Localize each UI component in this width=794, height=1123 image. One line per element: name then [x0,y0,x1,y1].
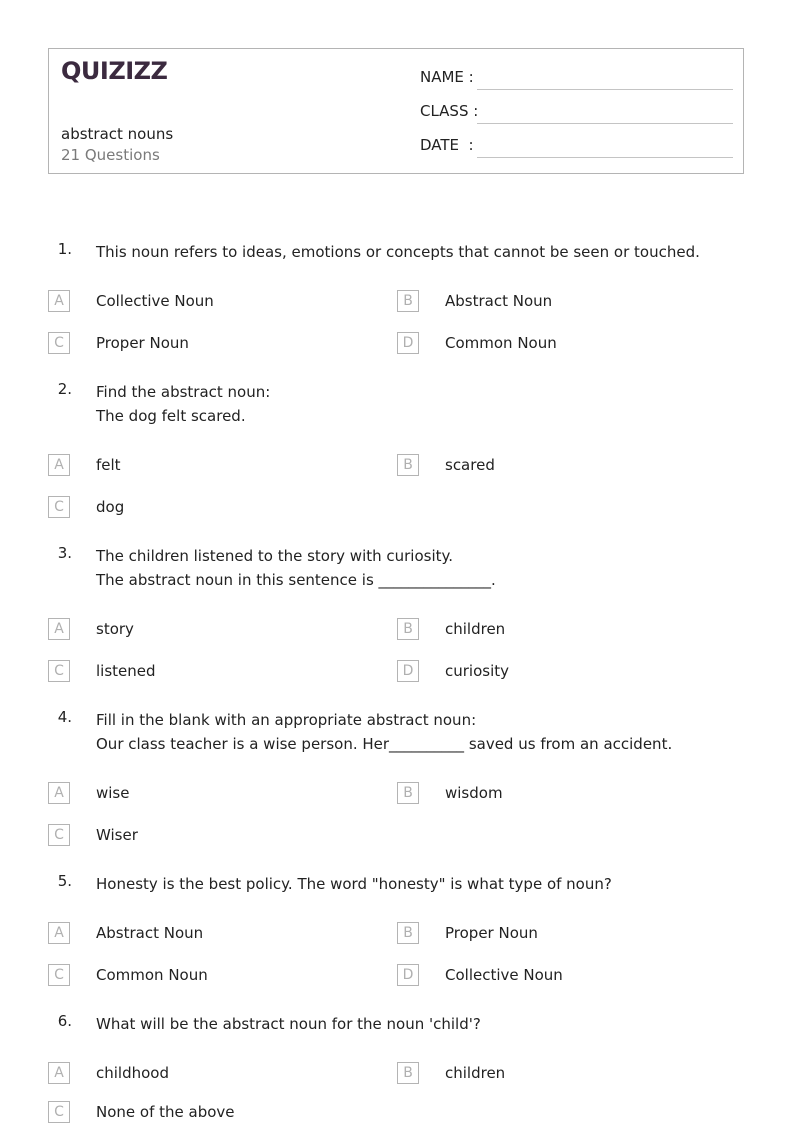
option-letter-box: C [48,660,70,682]
option-letter-box: B [397,1062,419,1084]
option-letter-box: A [48,290,70,312]
option-text: Abstract Noun [96,924,204,942]
date-line [477,157,733,158]
option-letter-box: A [48,922,70,944]
option-text: scared [445,456,495,474]
question-text: Find the abstract noun: [96,383,271,401]
quizizz-logo: QUIZIZZ [61,57,168,85]
option-text: None of the above [96,1103,235,1121]
option-letter-box: A [48,618,70,640]
question-text: Fill in the blank with an appropriate abstract noun: [96,711,477,729]
option-letter-box: B [397,290,419,312]
option-text: Wiser [96,826,138,844]
option-letter-box: D [397,660,419,682]
option-letter-box: B [397,782,419,804]
option-text: Proper Noun [445,924,538,942]
option-letter-box: D [397,964,419,986]
option-letter-box: B [397,922,419,944]
option-text: felt [96,456,121,474]
option-text: Common Noun [445,334,557,352]
name-line [477,89,733,90]
option-letter-box: B [397,454,419,476]
option-letter-box: C [48,1101,70,1123]
question-count: 21 Questions [61,146,160,164]
option-letter-box: A [48,454,70,476]
option-letter-box: C [48,332,70,354]
class-label: CLASS : [420,102,479,120]
option-letter-box: D [397,332,419,354]
option-letter-box: C [48,824,70,846]
question-number: 6. [57,1012,72,1030]
name-label: NAME : [420,68,474,86]
option-text: Collective Noun [445,966,563,984]
question-text: What will be the abstract noun for the noun 'child'? [96,1015,481,1033]
option-text: wise [96,784,130,802]
date-label: DATE : [420,136,474,154]
worksheet-title: abstract nouns [61,125,174,143]
question-number: 1. [57,240,72,258]
option-text: Collective Noun [96,292,214,310]
option-text: listened [96,662,156,680]
question-number: 4. [57,708,72,726]
question-number: 5. [57,872,72,890]
class-line [477,123,733,124]
option-text: wisdom [445,784,503,802]
option-letter-box: C [48,496,70,518]
option-letter-box: A [48,782,70,804]
option-text: childhood [96,1064,169,1082]
question-number: 3. [57,544,72,562]
question-number: 2. [57,380,72,398]
question-text: Our class teacher is a wise person. Her__________ saved us from an accident. [96,735,673,753]
option-text: curiosity [445,662,510,680]
question-text: This noun refers to ideas, emotions or concepts that cannot be seen or touched. [96,243,700,261]
option-text: dog [96,498,125,516]
worksheet-header [48,48,744,174]
question-text: The abstract noun in this sentence is _______________. [96,571,496,589]
option-text: Common Noun [96,966,208,984]
option-letter-box: C [48,964,70,986]
option-text: Proper Noun [96,334,189,352]
question-text: Honesty is the best policy. The word "honesty" is what type of noun? [96,875,612,893]
question-text: The dog felt scared. [96,407,246,425]
question-text: The children listened to the story with curiosity. [96,547,454,565]
option-text: story [96,620,134,638]
option-text: children [445,620,506,638]
option-letter-box: A [48,1062,70,1084]
option-text: Abstract Noun [445,292,553,310]
option-letter-box: B [397,618,419,640]
option-text: children [445,1064,506,1082]
